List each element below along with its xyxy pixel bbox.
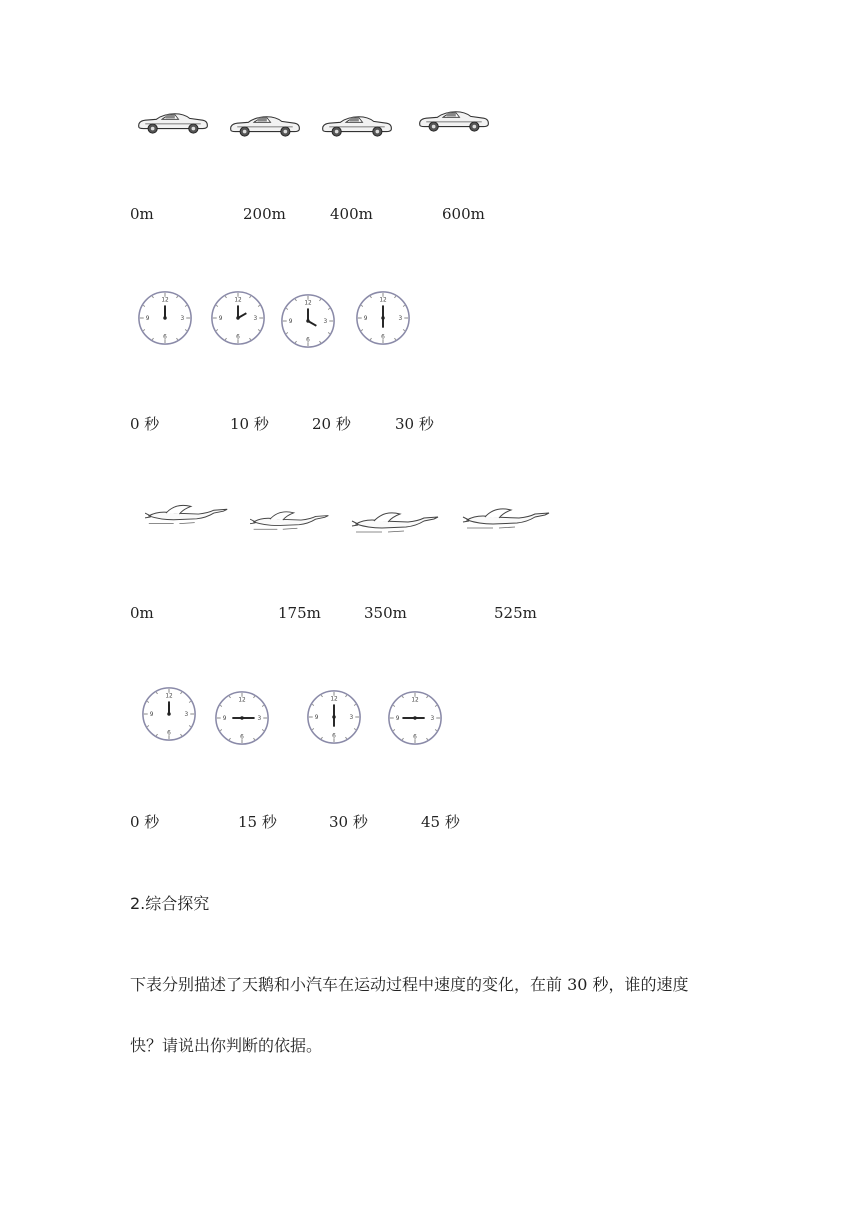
distance-label: 175m xyxy=(278,604,321,622)
clock-numeral: 12 xyxy=(330,696,338,703)
clock-icon xyxy=(386,688,444,748)
time-label: 20 秒 xyxy=(312,415,351,433)
clock-icon xyxy=(136,288,194,348)
clock-numeral: 9 xyxy=(363,315,368,322)
clock-numeral: 9 xyxy=(288,318,293,325)
clock-numeral: 12 xyxy=(411,697,419,704)
distance-label: 400m xyxy=(330,205,373,223)
clock-numeral: 6 xyxy=(332,733,336,740)
clock-numeral: 6 xyxy=(306,337,310,344)
distance-label: 600m xyxy=(442,205,485,223)
swan-icon xyxy=(456,504,560,534)
clock-numeral: 9 xyxy=(222,715,227,722)
car-icon xyxy=(136,110,210,136)
clock-icon xyxy=(279,291,337,351)
clock-icon xyxy=(140,684,198,744)
section-heading: 2.综合探究 xyxy=(130,894,210,913)
clock-numeral: 6 xyxy=(240,734,244,741)
time-label: 0 秒 xyxy=(130,415,160,433)
clock-numeral: 12 xyxy=(238,697,246,704)
clock-numeral: 12 xyxy=(165,693,173,700)
time-label: 30 秒 xyxy=(395,415,434,433)
clock-numeral: 9 xyxy=(395,715,400,722)
clock-icon xyxy=(213,688,271,748)
clock-numeral: 12 xyxy=(379,297,387,304)
clock-numeral: 3 xyxy=(430,715,435,722)
car-icon xyxy=(417,108,491,134)
swan-icon xyxy=(250,506,332,536)
clock-numeral: 9 xyxy=(149,711,154,718)
clock-numeral: 9 xyxy=(145,315,150,322)
question-line-2: 快？请说出你判断的依据。 xyxy=(130,1036,323,1055)
clock-numeral: 6 xyxy=(236,334,240,341)
clock-numeral: 12 xyxy=(234,297,242,304)
swan-icon xyxy=(345,508,449,538)
clock-numeral: 3 xyxy=(349,714,354,721)
clock-numeral: 6 xyxy=(167,730,171,737)
time-label: 45 秒 xyxy=(421,813,460,831)
clock-icon xyxy=(354,288,412,348)
clock-numeral: 9 xyxy=(314,714,319,721)
car-icon xyxy=(320,113,394,139)
clock-numeral: 3 xyxy=(184,711,189,718)
time-label: 30 秒 xyxy=(329,813,368,831)
distance-label: 0m xyxy=(130,205,154,223)
question-line-1: 下表分别描述了天鹅和小汽车在运动过程中速度的变化，在前 30 秒，谁的速度 xyxy=(130,975,689,994)
distance-label: 200m xyxy=(243,205,286,223)
clock-icon xyxy=(305,687,363,747)
clock-numeral: 6 xyxy=(413,734,417,741)
clock-numeral: 9 xyxy=(218,315,223,322)
clock-icon xyxy=(209,288,267,348)
distance-label: 350m xyxy=(364,604,407,622)
clock-numeral: 3 xyxy=(398,315,403,322)
clock-numeral: 6 xyxy=(381,334,385,341)
clock-numeral: 6 xyxy=(163,334,167,341)
clock-numeral: 3 xyxy=(323,318,328,325)
time-label: 10 秒 xyxy=(230,415,269,433)
swan-icon xyxy=(145,500,231,530)
time-label: 0 秒 xyxy=(130,813,160,831)
distance-label: 525m xyxy=(494,604,537,622)
clock-numeral: 3 xyxy=(257,715,262,722)
clock-numeral: 12 xyxy=(304,300,312,307)
car-icon xyxy=(228,113,302,139)
time-label: 15 秒 xyxy=(238,813,277,831)
distance-label: 0m xyxy=(130,604,154,622)
clock-numeral: 3 xyxy=(180,315,185,322)
clock-numeral: 12 xyxy=(161,297,169,304)
clock-numeral: 3 xyxy=(253,315,258,322)
